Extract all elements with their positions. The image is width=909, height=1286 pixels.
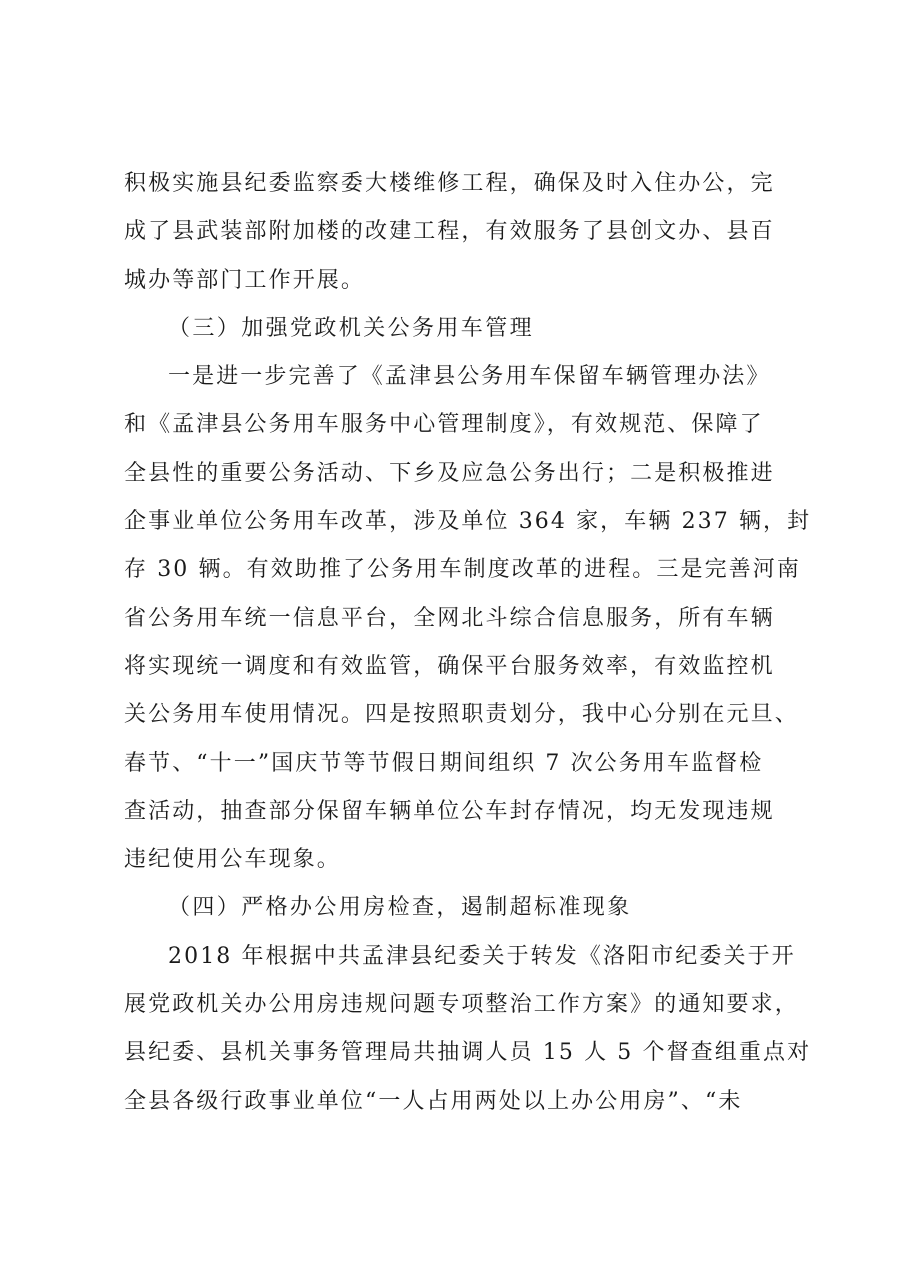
paragraph-line: 违纪使用公车现象。 <box>124 847 341 873</box>
paragraph-line: 全县性的重要公务活动、下乡及应急公务出行；二是积极推进 <box>124 460 775 486</box>
paragraph-line: 展党政机关办公用房违规问题专项整治工作方案》的通知要求， <box>124 992 799 1018</box>
paragraph-line: 企事业单位公务用车改革，涉及单位 364 家，车辆 237 辆，封 <box>124 509 812 535</box>
paragraph-line: 春节、“十一”国庆节等节假日期间组织 7 次公务用车监督检 <box>124 750 764 776</box>
section-heading-3: （三）加强党政机关公务用车管理 <box>168 315 535 341</box>
paragraph-line: 成了县武装部附加楼的改建工程，有效服务了县创文办、县百 <box>124 219 775 245</box>
paragraph-line: 存 30 辆。有效助推了公务用车制度改革的进程。三是完善河南 <box>124 557 801 583</box>
document-body <box>124 160 812 1126</box>
paragraph-line: 和《孟津县公务用车服务中心管理制度》，有效规范、保障了 <box>124 412 764 438</box>
paragraph-line: 2018 年根据中共孟津县纪委关于转发《洛阳市纪委关于开 <box>168 943 796 969</box>
paragraph-line: 一是进一步完善了《孟津县公务用车保留车辆管理办法》 <box>168 364 771 390</box>
paragraph-line: 将实现统一调度和有效监管，确保平台服务效率，有效监控机 <box>124 653 775 679</box>
paragraph-line: 县纪委、县机关事务管理局共抽调人员 15 人 5 个督查组重点对 <box>124 1040 812 1066</box>
paragraph-line: 积极实施县纪委监察委大楼维修工程，确保及时入住办公，完 <box>124 171 775 196</box>
paragraph-line: 全县各级行政事业单位“一人占用两处以上办公用房”、“未 <box>124 1088 743 1114</box>
paragraph-line: 省公务用车统一信息平台，全网北斗综合信息服务，所有车辆 <box>124 605 775 631</box>
paragraph-line: 查活动，抽查部分保留车辆单位公车封存情况，均无发现违规 <box>124 798 775 824</box>
paragraph-line: 城办等部门工作开展。 <box>124 267 366 293</box>
paragraph-line: 关公务用车使用情况。四是按照职责划分，我中心分别在元旦、 <box>124 702 799 728</box>
section-heading-4: （四）严格办公用房检查，遏制超标准现象 <box>168 895 632 921</box>
